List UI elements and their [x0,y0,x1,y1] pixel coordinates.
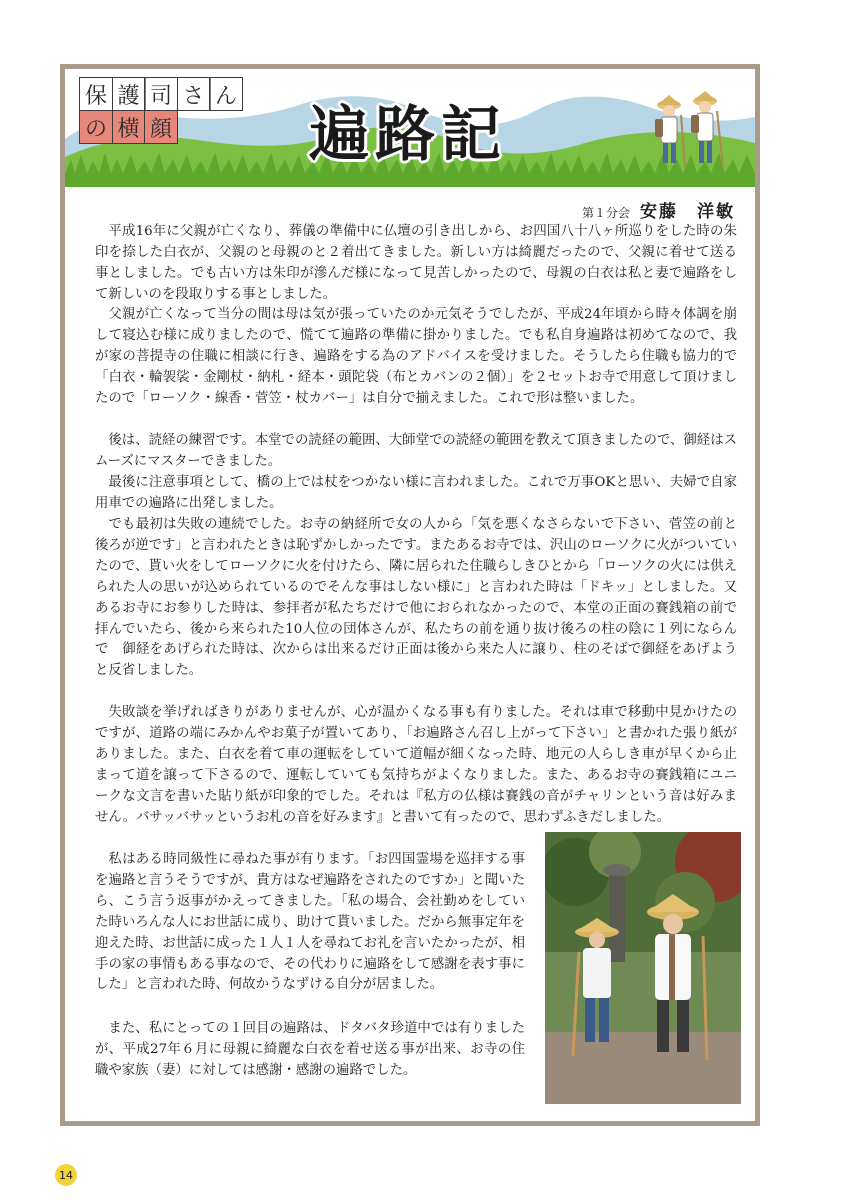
body-paragraph: 後は、読経の練習です。本堂での読経の範囲、大師堂での読経の範囲を教えて頂きましたので、御経はスムーズにマスターできました。 [95,433,737,469]
column-label-char: さ [177,77,211,111]
article-frame [60,64,760,1126]
body-paragraph: 最後に注意事項として、橋の上では杖をつかない様に言われました。これで万事OKと思い、夫婦で自家用車での遍路に出発しました。 [95,475,737,511]
column-label-row-1 [79,77,242,111]
body-paragraph: 私はある時同級性に尋ねた事が有ります。「お四国霊場を巡拝する事を遍路と言うそうですが、貴方はなぜ遍路をされたのですか」と聞いたら、こう言う返事がかえってきました。「私の場合、会社勤めをしていた時いろんな人にお世話に成り、助けて貰いました。だから無事定年を迎えた時、お世話に成った１人１人を尋ねてお礼を言いたかったが、相手の家の事情もある事なので、その代わりに遍路をして感謝を表す事にした」と言われた時、何故かうなずける自分が居ました。 [95,852,525,993]
author-name: 安藤 洋敏 [640,202,735,222]
byline [582,197,735,222]
column-label-row-2 [79,110,177,144]
article-title: 遍路記 [309,100,507,170]
body-paragraph: でも最初は失敗の連続でした。お寺の納経所で女の人から「気を悪くなさらないで下さい、菅笠の前と後ろが逆です」と言われたときは恥ずかしかったです。またあるお寺では、沢山のローソクに火がついていたので、貰い火をしてローソクに火を付けたら、隣に居られた住職らしきひとから「ローソクの火には供えられた人の思いが込められているのでそんな事はしない様に」と言われた時は「ドキッ」としました。又あるお寺にお参りした時は、参拝者が私たちだけで他におられなかったので、本堂の正面の賽銭箱の前で拝んでいたら、後から来られた10人位の団体さんが、私たちの前を通り抜け後ろの柱の陰に１列にならんで 御経をあげられた時は、次からは出来るだけ正面は後から来た人に譲り、柱のそばで御経をあげようと反省しました。 [95,517,737,679]
pilgrims-photo [545,832,741,1104]
author-branch: 第１分会 [581,206,630,220]
body-paragraph: 失敗談を挙げればきりがありませんが、心が温かくなる事も有りました。それは車で移動中見かけたのですが、道路の端にみかんやお菓子が置いてあり、「お遍路さん召し上がって下さい」と書かれた張り紙がありました。また、白衣を着て車の運転をしていて道幅が細くなった時、地元の人らしき車が早くから止まって道を譲って下さるので、運転していても気持ちがよくなりました。また、あるお寺の賽銭箱にユニークな文言を書いた貼り紙が印象的でした。それは『私方の仏様は賽銭の音がチャリンという音は好みません。バサッバサッというお札の音を好みます』と書いて有ったので、思わずふきだしました。 [95,705,737,825]
column-label-char: 護 [112,77,146,111]
column-label-char: 横 [112,110,146,144]
column-label-char: ん [209,77,243,111]
column-label-char: の [79,110,113,144]
column-label-char: 保 [79,77,113,111]
header-banner [65,69,755,187]
body-paragraph: また、私にとっての１回目の遍路は、ドタバタ珍道中では有りましたが、平成27年６月に母親に綺麗な白衣を着せ送る事が出来、お寺の住職や家族（妻）に対しては感謝・感謝の遍路でした。 [95,1021,525,1078]
page-number: 14 [55,1164,77,1186]
body-paragraph: 平成16年に父親が亡くなり、葬儀の準備中に仏壇の引き出しから、お四国八十八ヶ所巡りをした時の朱印を捺した白衣が、父親のと母親のと２着出てきました。新しい方は綺麗だったので、父親に着せて送る事としました。でも古い方は朱印が滲んだ様になって見苦しかったので、母親の白衣は私と妻で遍路をして新しいのを段取りする事としました。 [95,224,737,302]
column-label-char: 顔 [144,110,178,144]
column-label-char: 司 [144,77,178,111]
body-paragraph: 父親が亡くなって当分の間は母は気が張っていたのか元気そうでしたが、平成24年頃から時々体調を崩して寝込む様に成りましたので、慌てて遍路の準備に掛かりました。でも私自身遍路は初めてなので、我が家の菩提寺の住職に相談に行き、遍路をする為のアドバイスを受けました。そうしたら住職も協力的で「白衣・輪袈裟・金剛杖・納札・経本・頭陀袋（布とカバンの２個）」を２セットお寺で用意して頂けましたので「ローソク・線香・菅笠・杖カバー」は自分で揃えました。これで形は整いました。 [95,307,737,406]
